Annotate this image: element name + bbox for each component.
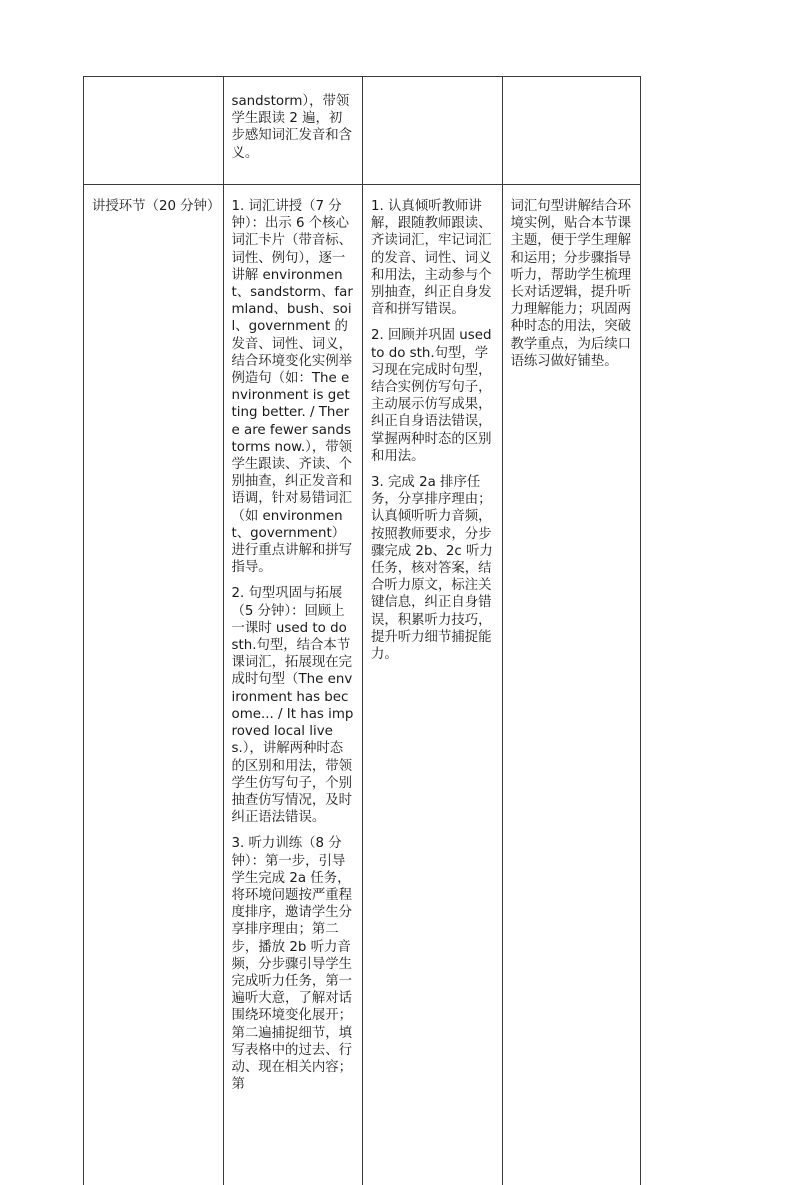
teacher-activity-paragraph: 1. 词汇讲授（7 分钟）：出示 6 个核心词汇卡片（带音标、词性、例句），逐一讲解 environment、sandstorm、farmland、bush、soil、government 的发音、词性、词义，结合环境变化实例举例造句（如：The environment is getting better. / There are fewer sandstorms now.），带领学生跟读、齐读、个别抽查，纠正发音和语调，针对易错词汇（如 environment、government）进行重点讲解和拼写指导。 bbox=[232, 198, 355, 576]
lesson-plan-table bbox=[83, 76, 641, 1185]
teacher-activities-cell bbox=[223, 185, 363, 1185]
stage-cell bbox=[84, 185, 224, 1185]
stage-label: 讲授环节（20 分钟） bbox=[92, 198, 215, 215]
table-row bbox=[84, 77, 641, 185]
design-intent-cell bbox=[502, 185, 641, 1185]
student-activity-paragraph: 2. 回顾并巩固 used to do sth.句型，学习现在完成时句型，结合实例仿写句子，主动展示仿写成果，纠正自身语法错误，掌握两种时态的区别和用法。 bbox=[371, 327, 494, 465]
table-cell bbox=[84, 77, 224, 185]
teacher-activity-paragraph: 2. 句型巩固与拓展（5 分钟）：回顾上一课时 used to do sth.句型，结合本节课词汇，拓展现在完成时句型（The environment has become... / It has improved local lives.），讲解两种时态的区别和用法，带领学生仿写句子，个别抽查仿写情况，及时纠正语法错误。 bbox=[232, 585, 355, 826]
table-row bbox=[84, 185, 641, 1185]
design-intent-text: 词汇句型讲解结合环境实例，贴合本节课主题，便于学生理解和运用；分步骤指导听力，帮助学生梳理长对话逻辑，提升听力理解能力；巩固两种时态的用法，突破教学重点，为后续口语练习做好铺垫。 bbox=[511, 198, 633, 370]
table-cell bbox=[363, 77, 503, 185]
student-activities-cell bbox=[363, 185, 503, 1185]
teacher-activity-paragraph: 3. 听力训练（8 分钟）：第一步，引导学生完成 2a 任务，将环境问题按严重程度排序，邀请学生分享排序理由；第二步，播放 2b 听力音频，分步骤引导学生完成听力任务，第一遍听大意，了解对话围绕环境变化展开；第二遍捕捉细节，填写表格中的过去、行动、现在相关内容；第 bbox=[232, 835, 355, 1093]
student-activity-paragraph: 1. 认真倾听教师讲解，跟随教师跟读、齐读词汇，牢记词汇的发音、词性、词义和用法，主动参与个别抽查，纠正自身发音和拼写错误。 bbox=[371, 198, 494, 318]
table-cell: sandstorm），带领学生跟读 2 遍，初步感知词汇发音和含义。 bbox=[223, 77, 363, 185]
student-activity-paragraph: 3. 完成 2a 排序任务，分享排序理由；认真倾听听力音频，按照教师要求，分步骤完成 2b、2c 听力任务，核对答案，结合听力原文，标注关键信息，纠正自身错误，积累听力技巧，提升听力细节捕捉能力。 bbox=[371, 474, 494, 663]
table-cell bbox=[502, 77, 641, 185]
